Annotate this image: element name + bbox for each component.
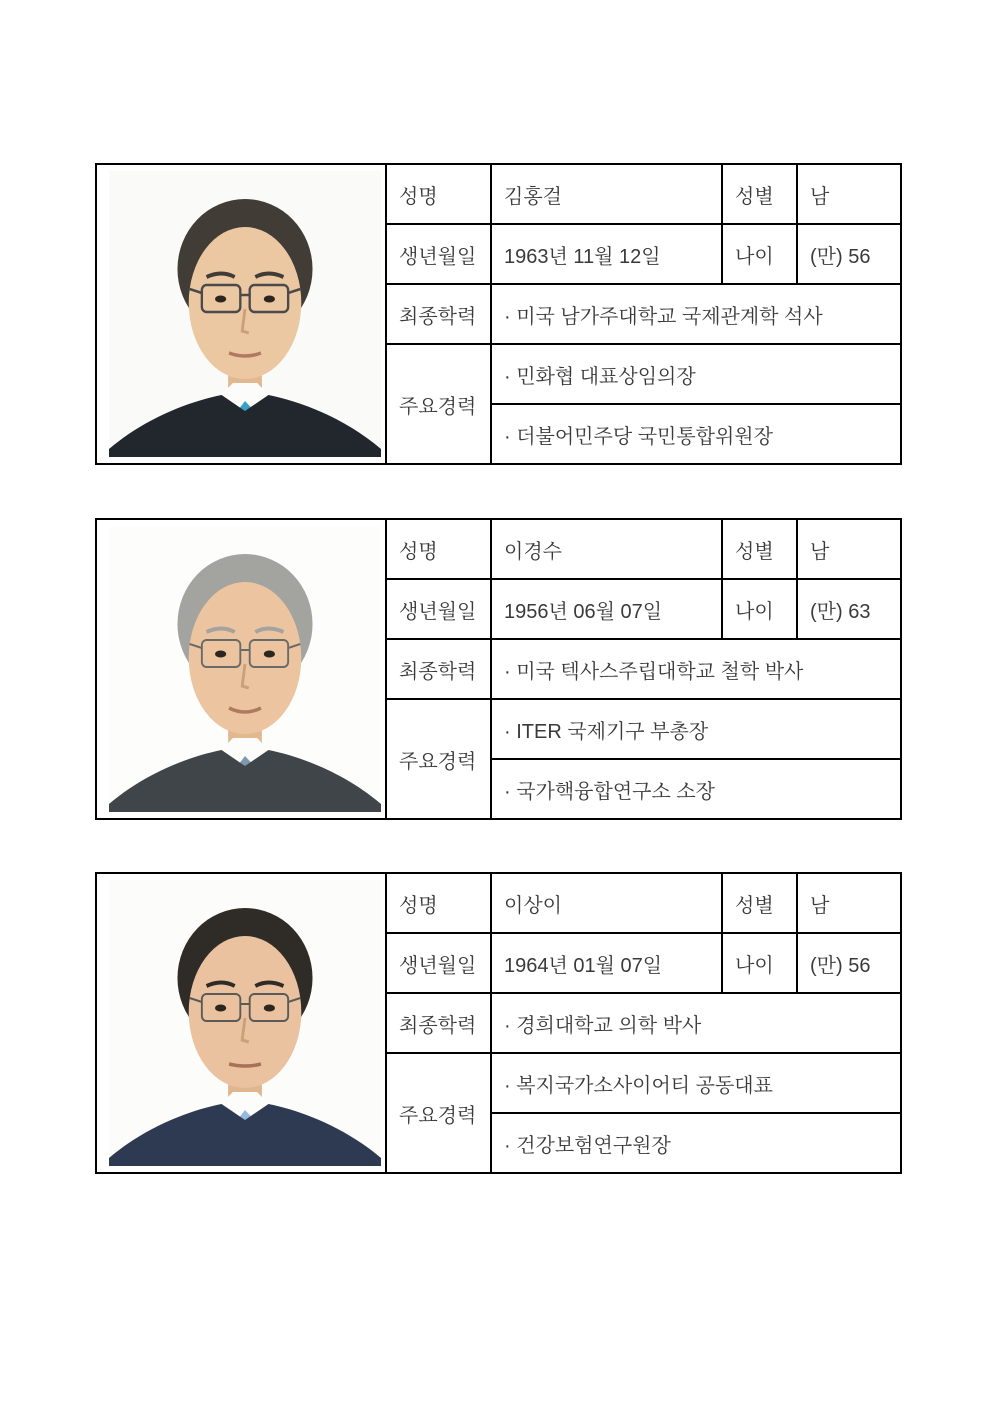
education-label: 최종학력 xyxy=(386,284,491,344)
career-item: · ITER 국제기구 부총장 xyxy=(491,699,901,759)
portrait-illustration xyxy=(109,171,381,457)
age-value: (만) 63 xyxy=(797,579,901,639)
portrait-illustration xyxy=(109,880,381,1166)
education-value: · 미국 텍사스주립대학교 철학 박사 xyxy=(491,639,901,699)
career-item: · 민화협 대표상임의장 xyxy=(491,344,901,404)
birth-label: 생년월일 xyxy=(386,579,491,639)
gender-value: 남 xyxy=(797,164,901,224)
table-row xyxy=(96,164,901,224)
birth-value: 1963년 11월 12일 xyxy=(491,224,722,284)
portrait-photo xyxy=(96,519,386,819)
education-label: 최종학력 xyxy=(386,993,491,1053)
birth-value: 1964년 01월 07일 xyxy=(491,933,722,993)
age-value: (만) 56 xyxy=(797,224,901,284)
name-label: 성명 xyxy=(386,873,491,933)
name-value: 이경수 xyxy=(491,519,722,579)
profile-table-3 xyxy=(95,872,902,1174)
career-item: · 국가핵융합연구소 소장 xyxy=(491,759,901,819)
career-item: · 건강보험연구원장 xyxy=(491,1113,901,1173)
age-value: (만) 56 xyxy=(797,933,901,993)
education-label: 최종학력 xyxy=(386,639,491,699)
name-label: 성명 xyxy=(386,164,491,224)
gender-value: 남 xyxy=(797,519,901,579)
profile-table-1 xyxy=(95,163,902,465)
mouth xyxy=(229,1064,261,1066)
name-value: 이상이 xyxy=(491,873,722,933)
career-item: · 더불어민주당 국민통합위원장 xyxy=(491,404,901,464)
birth-label: 생년월일 xyxy=(386,933,491,993)
name-value: 김홍걸 xyxy=(491,164,722,224)
portrait-photo xyxy=(96,873,386,1173)
age-label: 나이 xyxy=(722,224,797,284)
eye-left xyxy=(215,296,226,303)
portrait-illustration xyxy=(109,526,381,812)
table-row xyxy=(96,873,901,933)
table-row xyxy=(96,519,901,579)
career-item: · 복지국가소사이어티 공동대표 xyxy=(491,1053,901,1113)
gender-label: 성별 xyxy=(722,519,797,579)
birth-value: 1956년 06월 07일 xyxy=(491,579,722,639)
gender-value: 남 xyxy=(797,873,901,933)
career-label: 주요경력 xyxy=(386,344,491,464)
career-label: 주요경력 xyxy=(386,699,491,819)
career-label: 주요경력 xyxy=(386,1053,491,1173)
education-value: · 경희대학교 의학 박사 xyxy=(491,993,901,1053)
gender-label: 성별 xyxy=(722,164,797,224)
age-label: 나이 xyxy=(722,579,797,639)
birth-label: 생년월일 xyxy=(386,224,491,284)
eye-right xyxy=(264,651,275,658)
portrait-photo xyxy=(96,164,386,464)
age-label: 나이 xyxy=(722,933,797,993)
eye-left xyxy=(215,651,226,658)
eye-right xyxy=(264,1005,275,1012)
gender-label: 성별 xyxy=(722,873,797,933)
eye-right xyxy=(264,296,275,303)
profile-table-2 xyxy=(95,518,902,820)
name-label: 성명 xyxy=(386,519,491,579)
education-value: · 미국 남가주대학교 국제관계학 석사 xyxy=(491,284,901,344)
eye-left xyxy=(215,1005,226,1012)
